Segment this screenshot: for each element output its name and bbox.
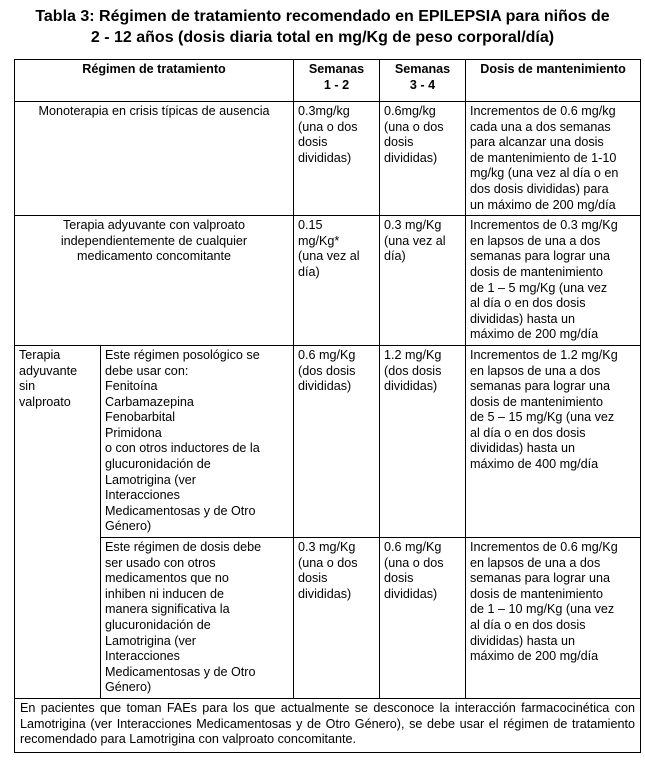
cell-line: divididas) hasta un: [470, 633, 576, 648]
header-weeks-1-2: [294, 60, 380, 102]
cell-line: sin: [19, 379, 36, 394]
header-maintenance: Dosis de mantenimiento: [466, 60, 641, 102]
cell-line: Medicamentosas y de Otro: [105, 503, 256, 518]
cell-line: debe usar con:: [105, 363, 189, 378]
cell-line: 0.6mg/kg: [384, 104, 436, 118]
cell-line: Incrementos de 0.6 mg/Kg: [470, 540, 618, 555]
cell-line: en lapsos de una a dos: [470, 363, 601, 378]
cell-line: (una o dos: [298, 555, 358, 570]
cell-line: 0.15: [298, 218, 323, 233]
cell-line: (una o dos: [384, 555, 444, 570]
cell-line: (dos dosis: [384, 363, 442, 378]
cell-line: dosis de mantenimiento: [470, 394, 604, 409]
cell-line: en lapsos de una a dos: [470, 233, 601, 248]
maintenance-monotherapy: [466, 102, 641, 216]
cell-line: 0.3 mg/Kg: [384, 218, 442, 233]
cell-line: 0.6 mg/Kg: [298, 347, 356, 362]
cell-line: divididas) hasta un: [470, 441, 576, 456]
cell-line: independientemente de cualquier: [60, 233, 248, 248]
title-line-2: 2 - 12 años (dosis diaria total en mg/Kg de peso corporal/día): [90, 29, 555, 46]
cell-line: (una vez al: [298, 249, 360, 264]
cell-line: inhiben ni inducen de: [105, 586, 225, 601]
footer-note: En pacientes que toman FAEs para los que actualmente se desconoce la interacción farmacocinética con Lamotrigina (ver Interacciones Medicamentosas y de Otro Género), se debe usar el régimen de tratamiento recomendado para Lamotrigina con valproato concomitante.: [15, 698, 641, 752]
regimen-no-valproate-label: [15, 345, 101, 698]
cell-line: semanas para lograr una: [470, 249, 611, 264]
cell-line: Incrementos de 0.3 mg/Kg: [470, 218, 618, 233]
cell-line: dosis: [298, 571, 328, 586]
cell-line: medicamentos que no: [105, 571, 229, 586]
cell-line: de 1 – 5 mg/Kg (una vez: [470, 280, 608, 295]
cell-line: Medicamentosas y de Otro: [105, 664, 256, 679]
cell-line: Fenobarbital: [105, 410, 176, 425]
maintenance-inducers: [466, 345, 641, 537]
cell-line: divididas): [298, 379, 352, 394]
regimen-neutral-desc: [101, 538, 294, 699]
cell-line: divididas): [384, 586, 438, 601]
cell-line: Terapia: [19, 347, 61, 362]
weeks-1-2-monotherapy: [294, 102, 380, 216]
cell-line: dosis: [384, 571, 414, 586]
cell-line: Lamotrigina (ver: [105, 472, 196, 487]
table-row-footer-note: [15, 698, 641, 752]
cell-line: Lamotrigina (ver: [105, 633, 196, 648]
cell-line: día): [298, 264, 320, 279]
header-weeks-1-2-label: Semanas: [308, 62, 365, 76]
cell-line: 0.6 mg/Kg: [384, 540, 442, 555]
cell-line: Género): [105, 519, 152, 534]
table-row-no-valproate-inducers: [15, 345, 641, 537]
weeks-1-2-valproate: [294, 216, 380, 346]
table-row-no-valproate-neutral: [15, 538, 641, 699]
cell-line: adyuvante: [19, 363, 78, 378]
cell-line: 0.3 mg/Kg: [298, 540, 356, 555]
table-title: [6, 6, 639, 48]
weeks-1-2-inducers: [294, 345, 380, 537]
cell-line: al día o en dos dosis: [470, 296, 586, 311]
maintenance-neutral: [466, 538, 641, 699]
cell-line: glucuronidación de: [105, 618, 211, 632]
cell-line: Género): [105, 680, 152, 695]
weeks-3-4-monotherapy: [380, 102, 466, 216]
cell-line: o con otros inductores de la: [105, 441, 260, 456]
cell-line: (una o dos: [298, 119, 358, 134]
cell-line: semanas para lograr una: [470, 571, 611, 586]
cell-line: Carbamazepina: [105, 394, 194, 409]
header-regimen: Régimen de tratamiento: [15, 60, 294, 102]
header-weeks-3-4-range: 3 - 4: [409, 77, 436, 92]
cell-line: semanas para lograr una: [470, 379, 611, 394]
cell-line: Terapia adyuvante con valproato: [62, 218, 246, 233]
cell-line: de 5 – 15 mg/Kg (una vez: [470, 410, 615, 425]
cell-line: divididas): [384, 379, 438, 394]
cell-line: mg/Kg*: [298, 233, 340, 248]
cell-line: Este régimen de dosis debe: [105, 540, 262, 555]
cell-line: de 1 – 10 mg/Kg (una vez: [470, 602, 615, 617]
cell-line: dos dosis divididas) para: [470, 181, 609, 196]
weeks-1-2-neutral: [294, 538, 380, 699]
cell-line: máximo de 400 mg/día: [470, 457, 599, 472]
cell-line: dosis de mantenimiento: [470, 586, 604, 601]
cell-line: dosis: [298, 135, 328, 150]
cell-line: (dos dosis: [298, 363, 356, 378]
treatment-table: [14, 59, 641, 753]
cell-line: dosis de mantenimiento: [470, 264, 604, 279]
cell-line: día): [384, 249, 406, 264]
header-weeks-3-4-label: Semanas: [394, 62, 451, 76]
table-row-monotherapy: [15, 102, 641, 216]
weeks-3-4-inducers: [380, 345, 466, 537]
cell-line: dosis: [384, 135, 414, 150]
cell-line: valproato: [19, 394, 71, 409]
cell-line: (una vez al: [384, 233, 446, 248]
maintenance-valproate: [466, 216, 641, 346]
cell-line: Interacciones: [105, 488, 180, 503]
weeks-3-4-valproate: [380, 216, 466, 346]
regimen-monotherapy: Monoterapia en crisis típicas de ausencia: [15, 102, 294, 216]
cell-line: (una o dos: [384, 119, 444, 134]
cell-line: de mantenimiento de 1-10: [470, 150, 617, 165]
cell-line: manera significativa la: [105, 602, 230, 617]
cell-line: divididas): [298, 150, 352, 165]
cell-line: Interacciones: [105, 649, 180, 664]
title-line-1: Tabla 3: Régimen de tratamiento recomendado en EPILEPSIA para niños de: [35, 8, 610, 25]
cell-line: glucuronidación de: [105, 457, 211, 472]
cell-line: al día o en dos dosis: [470, 425, 586, 440]
cell-line: ser usado con otros: [105, 555, 216, 570]
cell-line: divididas): [384, 150, 438, 165]
cell-line: medicamento concomitante: [76, 249, 231, 264]
cell-line: cada una a dos semanas: [470, 119, 611, 134]
cell-line: Incrementos de 0.6 mg/kg: [470, 104, 616, 118]
cell-line: máximo de 200 mg/día: [470, 327, 599, 342]
cell-line: Fenitoína: [105, 379, 158, 394]
cell-line: en lapsos de una a dos: [470, 555, 601, 570]
cell-line: divididas): [298, 586, 352, 601]
cell-line: un máximo de 200 mg/día: [470, 197, 616, 212]
regimen-valproate: [15, 216, 294, 346]
header-weeks-1-2-range: 1 - 2: [323, 77, 350, 92]
cell-line: Primidona: [105, 425, 162, 440]
table-row-valproate: [15, 216, 641, 346]
cell-line: 1.2 mg/Kg: [384, 347, 442, 362]
regimen-inducers-desc: [101, 345, 294, 537]
cell-line: mg/kg (una vez al día o en: [470, 166, 619, 181]
cell-line: Incrementos de 1.2 mg/Kg: [470, 347, 618, 362]
cell-line: máximo de 200 mg/día: [470, 649, 599, 664]
header-row: [15, 60, 641, 102]
cell-line: divididas) hasta un: [470, 311, 576, 326]
cell-line: para alcanzar una dosis: [470, 135, 604, 150]
cell-line: al día o en dos dosis: [470, 618, 586, 632]
cell-line: Este régimen posológico se: [105, 347, 260, 362]
weeks-3-4-neutral: [380, 538, 466, 699]
cell-line: 0.3mg/kg: [298, 104, 350, 118]
header-weeks-3-4: [380, 60, 466, 102]
